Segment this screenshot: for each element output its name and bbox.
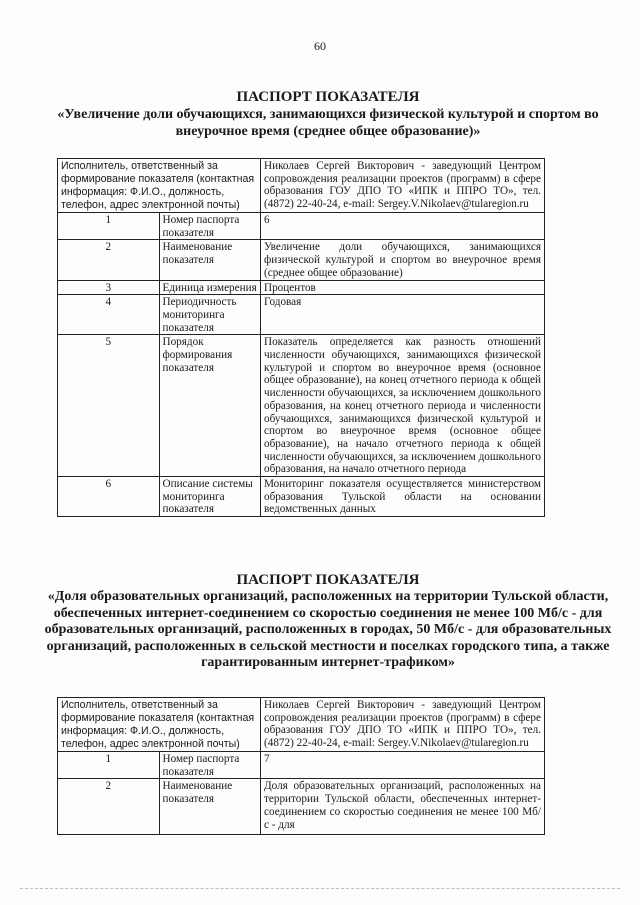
- row-value: Процентов: [261, 280, 545, 295]
- row-number: 6: [58, 477, 160, 517]
- row-value: 7: [261, 752, 545, 779]
- row-value: Показатель определяется как разность отношений численности обучающихся, занимающихся физической культурой и спортом во внеурочное время (основное общее образование), на конец отчетного периода к общей численности обучающихся, за исключением дошкольного образования, на конец отчетного периода и численности обучающихся, занимающихся физической культурой и спортом во внеурочное время (основное общее образование), на начало отчетного периода к общей численности обучающихся, за исключением дошкольного образования, на начало отчетного периода: [261, 335, 545, 477]
- table-row: [58, 159, 545, 213]
- row-label: Наименование показателя: [159, 779, 261, 835]
- page-bottom-divider: [20, 888, 620, 889]
- table-row: [58, 779, 545, 835]
- row-label: Наименование показателя: [159, 240, 261, 280]
- executor-label: Исполнитель, ответственный за формирование показателя (контактная информация: Ф.И.О., должность, телефон, адрес электронной почты): [58, 159, 261, 213]
- row-label: Номер паспорта показателя: [159, 752, 261, 779]
- row-number: 3: [58, 280, 160, 295]
- passport-2-subtitle: «Доля образовательных организаций, расположенных на территории Тульской области, обеспеченных интернет-соединением со скоростью соединения не менее 100 Мб/с - для образовательных организаций, расположенных в городах, 50 Мб/с - для образовательных организаций, расположенных в сельской местности и поселках городского типа, а также гарантированным интернет-трафиком»: [44, 589, 612, 670]
- table-row: [58, 477, 545, 517]
- row-number: 4: [58, 295, 160, 335]
- table-row: [58, 698, 545, 752]
- row-label: Периодичность мониторинга показателя: [159, 295, 261, 335]
- row-number: 1: [58, 213, 160, 240]
- row-label: Порядок формирования показателя: [159, 335, 261, 477]
- table-row: [58, 213, 545, 240]
- table-row: [58, 280, 545, 295]
- row-label: Единица измерения: [159, 280, 261, 295]
- row-number: 1: [58, 752, 160, 779]
- row-number: 2: [58, 240, 160, 280]
- page-number: 60: [314, 39, 326, 53]
- row-value: Годовая: [261, 295, 545, 335]
- row-number: 5: [58, 335, 160, 477]
- row-value: Увеличение доли обучающихся, занимающихся физической культурой и спортом во внеурочное время (среднее общее образование): [261, 240, 545, 280]
- passport-1-title: ПАСПОРТ ПОКАЗАТЕЛЯ: [236, 89, 420, 105]
- row-value: Мониторинг показателя осуществляется министерством образования Тульской области на основании ведомственных данных: [261, 477, 545, 517]
- table-row: [58, 752, 545, 779]
- row-value: [261, 779, 545, 835]
- passport-2-title: ПАСПОРТ ПОКАЗАТЕЛЯ: [236, 572, 420, 588]
- row-value: 6: [261, 213, 545, 240]
- row-value-text: Доля образовательных организаций, расположенных на территории Тульской области, обеспеченных интернет-соединением со скоростью соединения не менее 100 Мб/с - для: [264, 780, 541, 831]
- table-row: [58, 295, 545, 335]
- passport-2-table: [57, 697, 545, 835]
- executor-value: Николаев Сергей Викторович - заведующий Центром сопровождения реализации проектов (программ) в сфере образования ГОУ ДПО ТО «ИПК и ППРО ТО», тел. (4872) 22-40-24, e-mail: Sergey.V.Nikolaev@tularegion.ru: [261, 698, 545, 752]
- passport-1-table: [57, 158, 545, 517]
- row-number: 2: [58, 779, 160, 835]
- row-label: Номер паспорта показателя: [159, 213, 261, 240]
- row-label: Описание системы мониторинга показателя: [159, 477, 261, 517]
- passport-1-subtitle: «Увеличение доли обучающихся, занимающихся физической культурой и спортом во внеурочное время (среднее общее образование)»: [57, 107, 599, 139]
- table-row: [58, 240, 545, 280]
- executor-value: Николаев Сергей Викторович - заведующий Центром сопровождения реализации проектов (программ) в сфере образования ГОУ ДПО ТО «ИПК и ППРО ТО», тел. (4872) 22-40-24, e-mail: Sergey.V.Nikolaev@tularegion.ru: [261, 159, 545, 213]
- table-row: [58, 335, 545, 477]
- executor-label: Исполнитель, ответственный за формирование показателя (контактная информация: Ф.И.О., должность, телефон, адрес электронной почты): [58, 698, 261, 752]
